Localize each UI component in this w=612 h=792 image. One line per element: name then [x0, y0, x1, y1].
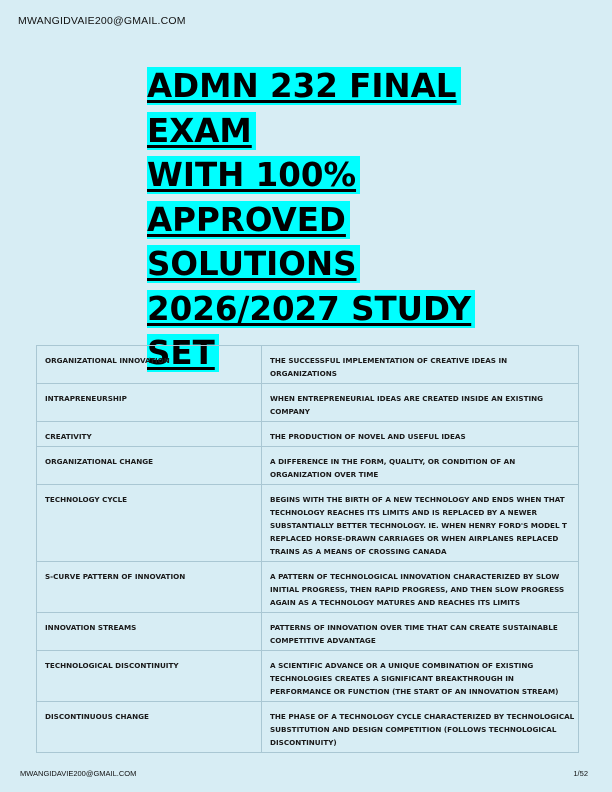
footer-email: MWANGIDAVIE200@GMAIL.COM [20, 769, 137, 778]
table-row [37, 651, 579, 702]
table-row [37, 485, 579, 562]
term-cell: ORGANIZATIONAL CHANGE [37, 447, 262, 485]
table-row [37, 562, 579, 613]
definition-cell: THE SUCCESSFUL IMPLEMENTATION OF CREATIVE IDEAS IN ORGANIZATIONS [262, 346, 579, 384]
title-line-3: APPROVED [147, 201, 350, 239]
term-cell: ORGANIZATIONAL INNOVATION [37, 346, 262, 384]
header-email: MWANGIDVAIE200@GMAIL.COM [18, 15, 186, 27]
title-line-4: SOLUTIONS [147, 245, 360, 283]
terms-table [36, 345, 579, 753]
document-title [147, 64, 567, 376]
title-line-6: SET [147, 334, 219, 372]
page-number: 1/52 [573, 769, 588, 778]
table-row [37, 384, 579, 422]
definition-cell: A DIFFERENCE IN THE FORM, QUALITY, OR CONDITION OF AN ORGANIZATION OVER TIME [262, 447, 579, 485]
term-cell: TECHNOLOGICAL DISCONTINUITY [37, 651, 262, 702]
table-row [37, 346, 579, 384]
definition-cell: WHEN ENTREPRENEURIAL IDEAS ARE CREATED INSIDE AN EXISTING COMPANY [262, 384, 579, 422]
table-row [37, 613, 579, 651]
definition-cell: THE PRODUCTION OF NOVEL AND USEFUL IDEAS [262, 422, 579, 447]
term-cell: INNOVATION STREAMS [37, 613, 262, 651]
term-cell: DISCONTINUOUS CHANGE [37, 702, 262, 753]
table-row [37, 447, 579, 485]
term-cell: TECHNOLOGY CYCLE [37, 485, 262, 562]
term-cell: CREATIVITY [37, 422, 262, 447]
title-line-5: 2026/2027 STUDY [147, 290, 475, 328]
definition-cell: BEGINS WITH THE BIRTH OF A NEW TECHNOLOGY AND ENDS WHEN THAT TECHNOLOGY REACHES ITS LIMITS AND IS REPLACED BY A NEWER SUBSTANTIALLY BETTER TECHNOLOGY. IE. WHEN HENRY FORD'S MODEL T REPLACED HORSE-DRAWN CARRIAGES OR WHEN AIRPLANES REPLACED TRAINS AS A MEANS OF CROSSING CANADA [262, 485, 579, 562]
term-cell: INTRAPRENEURSHIP [37, 384, 262, 422]
definition-cell: THE PHASE OF A TECHNOLOGY CYCLE CHARACTERIZED BY TECHNOLOGICAL SUBSTITUTION AND DESIGN COMPETITION (FOLLOWS TECHNOLOGICAL DISCONTINUITY) [262, 702, 579, 753]
definition-cell: PATTERNS OF INNOVATION OVER TIME THAT CAN CREATE SUSTAINABLE COMPETITIVE ADVANTAGE [262, 613, 579, 651]
table-row [37, 422, 579, 447]
title-line-1: ADMN 232 FINAL EXAM [147, 67, 461, 150]
definition-cell: A SCIENTIFIC ADVANCE OR A UNIQUE COMBINATION OF EXISTING TECHNOLOGIES CREATES A SIGNIFICANT BREAKTHROUGH IN PERFORMANCE OR FUNCTION (THE START OF AN INNOVATION STREAM) [262, 651, 579, 702]
definition-cell: A PATTERN OF TECHNOLOGICAL INNOVATION CHARACTERIZED BY SLOW INITIAL PROGRESS, THEN RAPID PROGRESS, AND THEN SLOW PROGRESS AGAIN AS A TECHNOLOGY MATURES AND REACHES ITS LIMITS [262, 562, 579, 613]
title-line-2: WITH 100% [147, 156, 360, 194]
table-row [37, 702, 579, 753]
term-cell: S-CURVE PATTERN OF INNOVATION [37, 562, 262, 613]
